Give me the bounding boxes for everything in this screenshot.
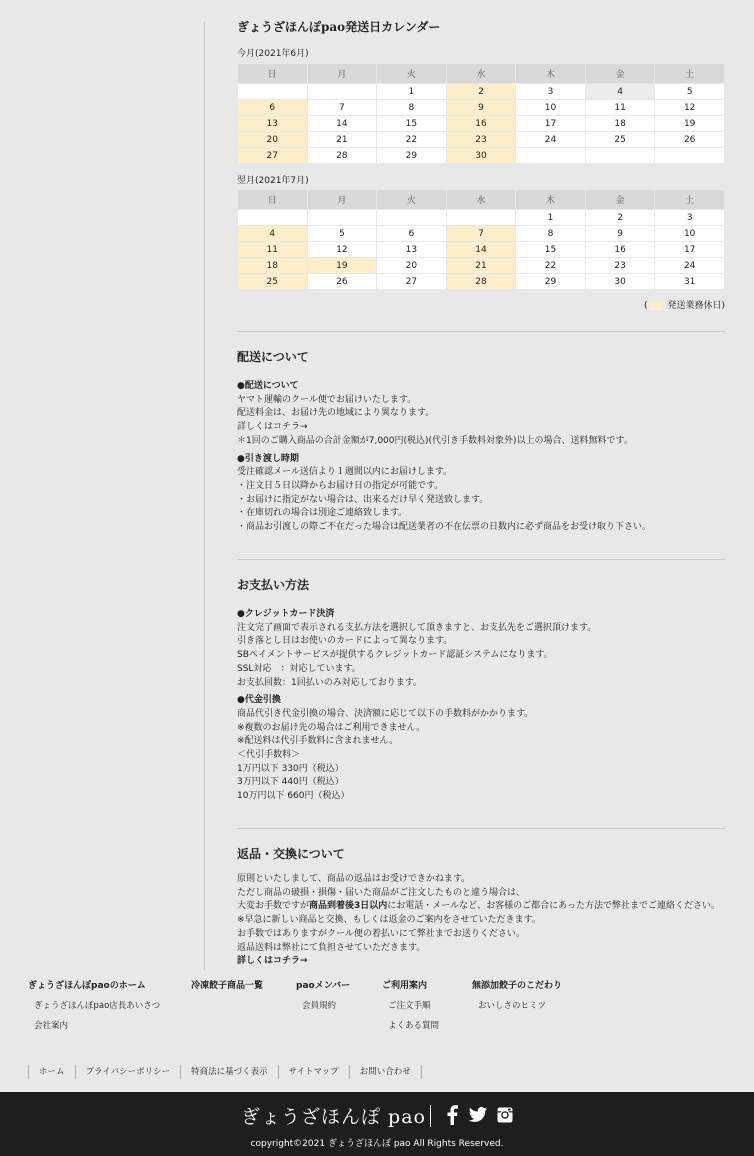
- footer-link-company[interactable]: 会社案内: [34, 1021, 69, 1031]
- this-month-label: 今月(2021年6月): [237, 49, 309, 59]
- delivery-line: 受注確認メール送信より１週間以内にお届けします。: [237, 467, 453, 478]
- calendar-day: 20: [377, 258, 447, 274]
- shipping-title: 配送について: [237, 350, 309, 364]
- cod-line: 商品代引き代金引換の場合、決済額に応じて以下の手数料がかかります。: [237, 708, 534, 719]
- calendar-empty-cell: [446, 210, 516, 226]
- calendar-empty-cell: [307, 84, 377, 100]
- calendar-day: 19: [655, 116, 725, 132]
- footer-link-members[interactable]: paoメンバー: [296, 981, 351, 991]
- footer-link-greeting[interactable]: ぎょうざほんぽpao店長あいさつ: [34, 1001, 161, 1011]
- footer-link-guide[interactable]: ご利用案内: [382, 981, 428, 991]
- calendar-day: 2: [446, 84, 516, 100]
- calendar-day: 14: [446, 242, 516, 258]
- calendar-day: 13: [238, 116, 308, 132]
- calendar-day: 3: [516, 84, 586, 100]
- weekday-header: 木: [516, 64, 586, 84]
- footer-link-order-steps[interactable]: ご注文手順: [388, 1001, 431, 1011]
- calendar-week-row: [238, 210, 725, 226]
- calendar-week-row: [238, 258, 725, 274]
- weekday-header: 金: [585, 64, 655, 84]
- calendar-empty-cell: [585, 148, 655, 164]
- this-month-calendar: [237, 63, 725, 164]
- calendar-day: 8: [377, 100, 447, 116]
- calendar-day: 12: [307, 242, 377, 258]
- calendar-day: 23: [446, 132, 516, 148]
- footer-divider: [430, 1105, 431, 1127]
- calendar-day: 6: [238, 100, 308, 116]
- weekday-header: 月: [307, 190, 377, 210]
- payment-line: お支払回数：1回払いのみ対応しております。: [237, 677, 423, 688]
- weekday-header: 日: [238, 64, 308, 84]
- shipping-details-link[interactable]: 詳しくはコチラ→: [237, 422, 308, 433]
- payment-title: お支払い方法: [237, 578, 310, 592]
- next-month-calendar: [237, 189, 725, 290]
- delivery-line: ・お届けに指定がない場合は、出来るだけ早く発送致します。: [237, 494, 489, 505]
- cod-line: 3万円以下 440円（税込）: [237, 777, 344, 788]
- calendar-legend: [644, 298, 725, 311]
- calendar-week-row: [238, 84, 725, 100]
- returns-line: [237, 900, 737, 914]
- calendar-week-row: [238, 274, 725, 290]
- instagram-icon[interactable]: [496, 1105, 514, 1125]
- calendar-day: 25: [585, 132, 655, 148]
- calendar-day: 16: [446, 116, 516, 132]
- footer-link-secret[interactable]: おいしさのヒミツ: [478, 1001, 547, 1011]
- calendar-empty-cell: [307, 210, 377, 226]
- shipping-subheading: ●配送について: [237, 381, 299, 391]
- returns-title: 返品・交換について: [237, 847, 345, 861]
- calendar-empty-cell: [377, 210, 447, 226]
- footer-col-home: [28, 978, 160, 1039]
- calendar-day: 6: [377, 226, 447, 242]
- delivery-line: ・在庫切れの場合は別途ご連絡致します。: [237, 508, 408, 519]
- returns-line: 原則といたしまして、商品の返品はお受けできかねます。: [237, 874, 471, 884]
- calendar-day: 18: [238, 258, 308, 274]
- footer-brand-logo[interactable]: ぎょうざほんぽ pao: [241, 1106, 426, 1128]
- calendar-day: 29: [377, 148, 447, 164]
- payment-line: 注文完了画面で表示される支払方法を選択して頂きますと、お支払先をご選択頂けます。: [237, 622, 597, 633]
- bottom-link-sitemap[interactable]: サイトマップ: [278, 1065, 349, 1079]
- calendar-day: 15: [516, 242, 586, 258]
- calendar-week-row: [238, 100, 725, 116]
- delivery-line: ・商品お引渡しの際ご不在だった場合は配送業者の不在伝票の日数内に必ず商品をお受け取り下さい。: [237, 522, 652, 533]
- calendar-day: 18: [585, 116, 655, 132]
- calendar-day: 22: [516, 258, 586, 274]
- bottom-link-legal[interactable]: 特商法に基づく表示: [180, 1065, 278, 1079]
- returns-line: お手数ではありますがクール便の着払いにて弊社までお送りください。: [237, 928, 525, 939]
- weekday-header: 火: [377, 64, 447, 84]
- weekday-header: 土: [655, 64, 725, 84]
- calendar-day: 25: [238, 274, 308, 290]
- content-divider-line: [204, 22, 205, 970]
- calendar-day: 20: [238, 132, 308, 148]
- calendar-day: 19: [307, 258, 377, 274]
- calendar-day: 13: [377, 242, 447, 258]
- calendar-empty-cell: [655, 148, 725, 164]
- footer-col-commitment: [472, 978, 562, 1019]
- bottom-links: [28, 1065, 422, 1079]
- calendar-day: 24: [516, 132, 586, 148]
- returns-text: 大変お手数ですが: [237, 901, 310, 912]
- footer-col-members: [296, 978, 350, 1019]
- cod-subheading: ●代金引換: [237, 695, 281, 706]
- calendar-day: 7: [307, 100, 377, 116]
- shipping-line: ＊1回のご購入商品の合計金額が7,000円(税込)(代引き手数料対象外)以上の場合、送料無料です。: [237, 435, 633, 446]
- legend-swatch: [649, 301, 663, 310]
- calendar-empty-cell: [238, 210, 308, 226]
- calendar-day: 4: [238, 226, 308, 242]
- footer-col-products: [191, 978, 263, 999]
- section-divider: [237, 331, 725, 332]
- calendar-week-row: [238, 226, 725, 242]
- payment-line: SSL対応 ：対応しています。: [237, 663, 361, 674]
- next-month-label: 翌月(2021年7月): [237, 176, 309, 186]
- cod-line: ※複数のお届け先の場合はご利用できません。: [237, 722, 426, 733]
- calendar-day: 26: [655, 132, 725, 148]
- footer-link-terms[interactable]: 会員規約: [302, 1001, 337, 1011]
- calendar-day: 1: [516, 210, 586, 226]
- calendar-empty-cell: [516, 148, 586, 164]
- weekday-header: 土: [655, 190, 725, 210]
- calendar-day: 17: [655, 242, 725, 258]
- calendar-week-row: [238, 242, 725, 258]
- weekday-header: 木: [516, 190, 586, 210]
- section-divider: [237, 559, 725, 560]
- footer-link-faq[interactable]: よくある質問: [388, 1021, 440, 1031]
- calendar-week-row: [238, 132, 725, 148]
- bottom-link-privacy[interactable]: プライバシーポリシー: [75, 1065, 181, 1079]
- cod-line: 1万円以下 330円（税込）: [237, 763, 344, 774]
- site-footer: [0, 1092, 754, 1156]
- calendar-day: 28: [307, 148, 377, 164]
- weekday-header: 火: [377, 190, 447, 210]
- weekday-header: 水: [446, 190, 516, 210]
- calendar-day: 26: [307, 274, 377, 290]
- shipping-block: [237, 378, 737, 535]
- calendar-day: 12: [655, 100, 725, 116]
- returns-text: にお電話・メールなど、お客様のご都合にあった方法で弊社までご連絡ください。: [387, 901, 721, 912]
- calendar-day: 31: [655, 274, 725, 290]
- payment-block: [237, 606, 737, 804]
- cod-line: ※配送料は代引手数料に含まれません。: [237, 736, 399, 747]
- calendar-day: 4: [585, 84, 655, 100]
- legend-text: 発送業務休日): [667, 301, 725, 311]
- calendar-day: 2: [585, 210, 655, 226]
- payment-line: 引き落とし日はお使いのカードによって異なります。: [237, 636, 453, 647]
- returns-line: 返品送料は弊社にて負担させていただきます。: [237, 942, 426, 953]
- calendar-day: 9: [446, 100, 516, 116]
- calendar-day: 11: [238, 242, 308, 258]
- returns-line: ただし商品の破損・損傷・届いた商品がご注文したものと違う場合は、: [237, 887, 526, 898]
- calendar-day: 27: [238, 148, 308, 164]
- footer-link-commitment[interactable]: 無添加餃子のこだわり: [472, 981, 563, 991]
- credit-card-subheading: ●クレジットカード決済: [237, 609, 335, 619]
- calendar-day: 11: [585, 100, 655, 116]
- calendar-day: 10: [516, 100, 586, 116]
- calendar-day: 24: [655, 258, 725, 274]
- shipping-line: 配送料金は、お届け先の地域により異なります。: [237, 408, 435, 419]
- calendar-title: ぎょうざほんぽpao発送日カレンダー: [237, 20, 441, 34]
- calendar-day: 27: [377, 274, 447, 290]
- returns-line: ※早急に新しい商品と交換、もしくは返金のご案内をさせていただきます。: [237, 915, 541, 926]
- calendar-day: 10: [655, 226, 725, 242]
- calendar-day: 30: [446, 148, 516, 164]
- calendar-day: 14: [307, 116, 377, 132]
- section-divider: [237, 828, 725, 829]
- calendar-day: 5: [307, 226, 377, 242]
- delivery-time-subheading: ●引き渡し時期: [237, 453, 299, 464]
- weekday-header: 日: [238, 190, 308, 210]
- calendar-day: 17: [516, 116, 586, 132]
- calendar-day: 29: [516, 274, 586, 290]
- calendar-day: 21: [307, 132, 377, 148]
- bottom-link-home[interactable]: ホーム: [28, 1065, 75, 1079]
- weekday-header: 月: [307, 64, 377, 84]
- calendar-empty-cell: [238, 84, 308, 100]
- calendar-day: 9: [585, 226, 655, 242]
- twitter-icon[interactable]: [468, 1105, 488, 1125]
- calendar-day: 22: [377, 132, 447, 148]
- calendar-day: 7: [446, 226, 516, 242]
- calendar-day: 8: [516, 226, 586, 242]
- calendar-day: 16: [585, 242, 655, 258]
- cod-line: 10万円以下 660円（税込）: [237, 791, 350, 802]
- calendar-day: 3: [655, 210, 725, 226]
- calendar-day: 21: [446, 258, 516, 274]
- returns-block: [237, 873, 737, 969]
- calendar-week-row: [238, 148, 725, 164]
- calendar-day: 23: [585, 258, 655, 274]
- bottom-link-contact[interactable]: お問い合わせ: [349, 1065, 422, 1079]
- shipping-line: ヤマト運輸のクール便でお届けいたします。: [237, 394, 417, 405]
- weekday-header: 金: [585, 190, 655, 210]
- weekday-header: 水: [446, 64, 516, 84]
- calendar-day: 1: [377, 84, 447, 100]
- facebook-icon[interactable]: [446, 1105, 458, 1125]
- copyright-text: copyright©2021 ぎょうざほんぽ pao All Rights Reserved.: [250, 1139, 504, 1149]
- delivery-line: ・注文日５日以降からお届け日の指定が可能です。: [237, 480, 444, 491]
- cod-line: ＜代引手数料＞: [237, 750, 301, 761]
- calendar-day: 5: [655, 84, 725, 100]
- calendar-day: 28: [446, 274, 516, 290]
- returns-deadline: 商品到着後3日以内: [309, 901, 388, 912]
- calendar-day: 15: [377, 116, 447, 132]
- calendar-day: 30: [585, 274, 655, 290]
- footer-link-home[interactable]: ぎょうざほんぽpaoのホーム: [28, 981, 146, 991]
- calendar-week-row: [238, 116, 725, 132]
- payment-line: SBペイメントサービスが提供するクレジットカード認証システムになります。: [237, 650, 553, 661]
- footer-col-guide: [382, 978, 439, 1039]
- returns-details-link[interactable]: 詳しくはコチラ→: [237, 956, 308, 967]
- footer-link-products[interactable]: 冷凍餃子商品一覧: [191, 981, 264, 991]
- legend-open-paren: (: [643, 301, 648, 311]
